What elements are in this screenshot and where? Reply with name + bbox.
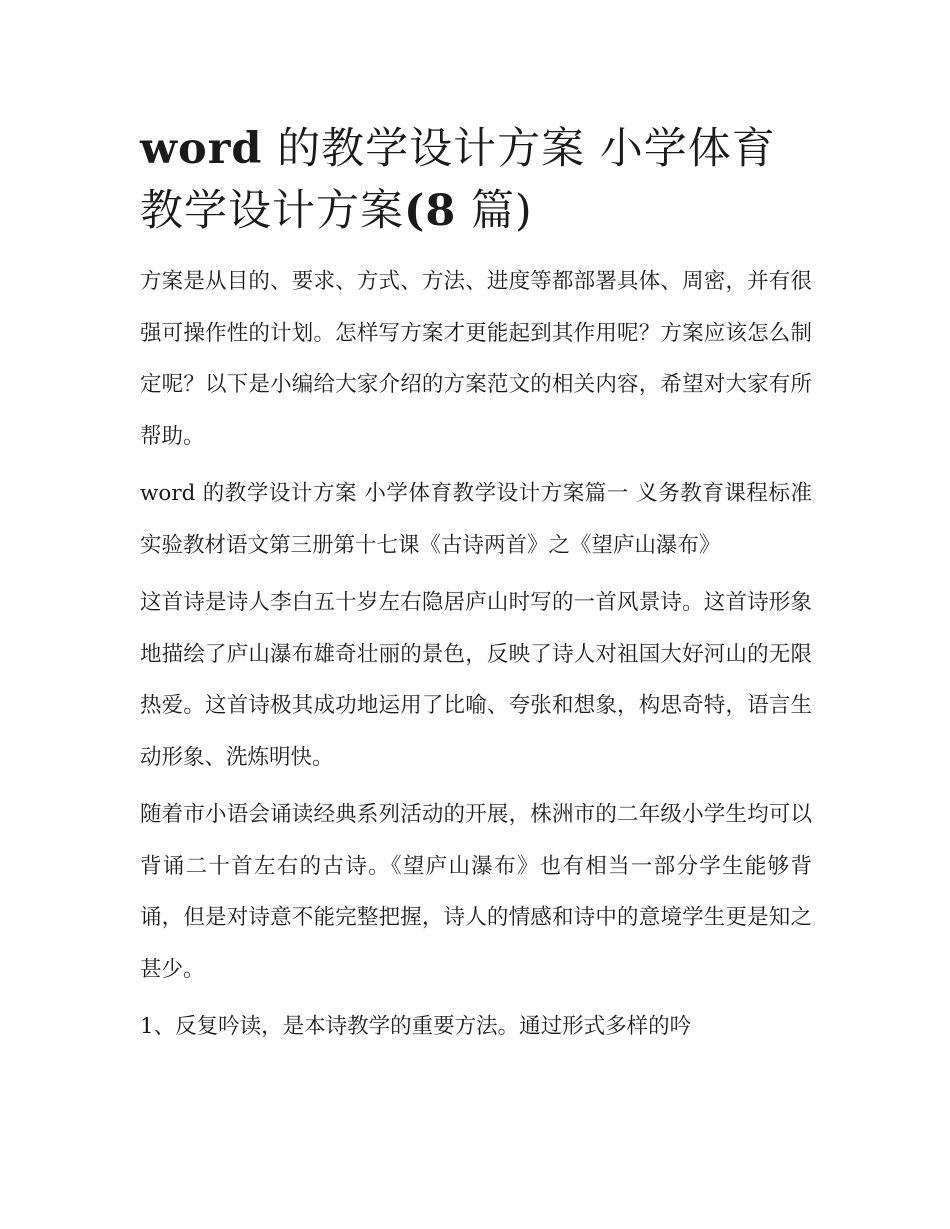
title-count: (8	[404, 186, 457, 236]
title-main: 的教学设计方案 小学体育教学设计方案	[140, 124, 776, 236]
paragraph-intro: 方案是从目的、要求、方式、方法、进度等都部署具体、周密，并有很强可操作性的计划。怎样写方案才更能起到其作用呢？方案应该怎么制定呢？以下是小编给大家介绍的方案范文的相关内容，希望对大家有所帮助。	[140, 269, 812, 449]
title-word: word	[140, 124, 263, 174]
paragraph-heading-1: word 的教学设计方案 小学体育教学设计方案篇一 义务教育课程标准实验教材语文第三册第十七课《古诗两首》之《望庐山瀑布》	[140, 481, 812, 558]
title-suffix: 篇)	[470, 186, 533, 236]
document-title	[140, 118, 812, 242]
paragraph-poem-intro: 这首诗是诗人李白五十岁左右隐居庐山时写的一首风景诗。这首诗形象地描绘了庐山瀑布雄奇壮丽的景色，反映了诗人对祖国大好河山的无限热爱。这首诗极其成功地运用了比喻、夸张和想象，构思奇特，语言生动形象、洗炼明快。	[140, 590, 812, 770]
document-body	[140, 118, 812, 1059]
paragraph-student-analysis: 随着市小语会诵读经典系列活动的开展，株洲市的二年级小学生均可以背诵二十首左右的古诗。《望庐山瀑布》也有相当一部分学生能够背诵，但是对诗意不能完整把握，诗人的情感和诗中的意境学生更是知之甚少。	[140, 802, 812, 982]
paragraph-method-1: 1、反复吟读，是本诗教学的重要方法。通过形式多样的吟	[140, 1014, 692, 1039]
